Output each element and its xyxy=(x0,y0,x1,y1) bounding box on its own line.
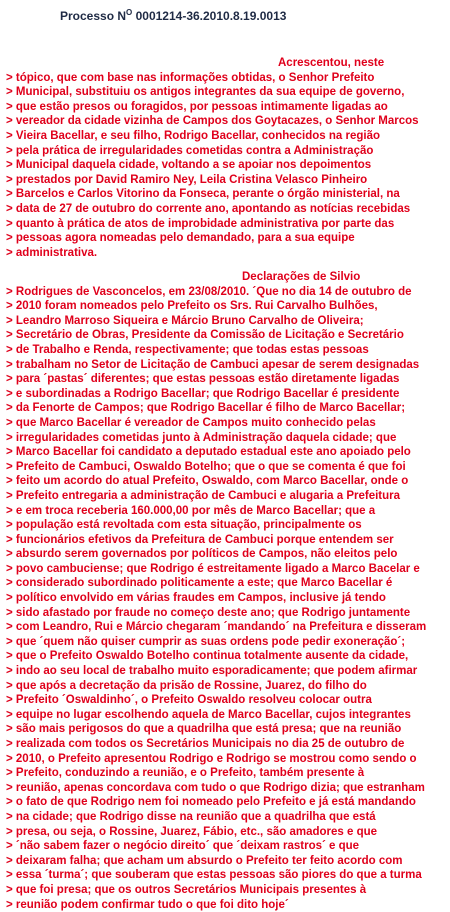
quoted-line: > e subordinadas a Rodrigo Bacellar; que Rodrigo Bacellar é presidente xyxy=(6,387,400,400)
quoted-line: > com Leandro, Rui e Márcio chegaram ´mandando´ na Prefeitura e disseram xyxy=(6,621,427,634)
quoted-line: > pessoas agora nomeadas pelo demandado, para a sua equipe xyxy=(6,232,355,245)
quoted-line: > considerado subordinado politicamente a este; que Marco Bacellar é xyxy=(6,577,393,590)
quoted-line: > feito um acordo do atual Prefeito, Oswaldo, com Marco Bacellar, onde o xyxy=(6,475,409,488)
quoted-line: > realizada com todos os Secretários Municipais no dia 25 de outubro de xyxy=(6,738,405,750)
quoted-line: > 2010 foram nomeados pelo Prefeito os Srs. Rui Carvalho Bulhões, xyxy=(6,300,378,313)
quoted-line: > na cidade; que Rodrigo disse na reunião que a quadrilha que está xyxy=(6,810,376,823)
quoted-line: > Secretário de Obras, Presidente da Comissão de Licitação e Secretário xyxy=(6,329,404,342)
quoted-line: > Prefeito entregaria a administração de Cambuci e alugaria a Prefeitura xyxy=(6,489,401,502)
quoted-line: > Prefeito, conduzindo a reunião, e o Prefeito, também presente à xyxy=(6,767,365,780)
quoted-line: > o fato de que Rodrigo nem foi nomeado pelo Prefeito e já está mandando xyxy=(6,796,416,809)
quoted-line: > vereador da cidade vizinha de Campos dos Goytacazes, o Senhor Marcos xyxy=(6,115,419,128)
quoted-line: > que foi presa; que os outros Secretários Municipais presentes à xyxy=(6,883,367,896)
quoted-line: > que o Prefeito Oswaldo Botelho continua totalmente ausente da cidade, xyxy=(6,650,409,663)
quoted-line: > trabalham no Setor de Licitação de Cambuci apesar de serem designadas xyxy=(6,358,420,371)
process-number: 0001214-36.2010.8.19.0013 xyxy=(135,9,287,23)
quoted-line: > povo cambuciense; que Rodrigo é estreitamente ligado a Marco Bacelar e xyxy=(6,562,420,575)
quoted-line: > e em troca receberia 160.000,00 por mês de Marco Bacellar; que a xyxy=(6,504,376,517)
quoted-line: > que Marco Bacellar é vereador de Campos muito conhecido pelas xyxy=(6,416,376,429)
quoted-line: > da Fenorte de Campos; que Rodrigo Bacellar é filho de Marco Bacellar; xyxy=(6,402,406,415)
process-number-header xyxy=(60,8,286,23)
quoted-line: > prestados por David Ramiro Ney, Leila Cristina Velasco Pinheiro xyxy=(6,173,368,186)
quoted-line: > são mais perigosos do que a quadrilha que está presa; que na reunião xyxy=(6,723,402,736)
quoted-line: > população está revoltada com esta situação, principalmente os xyxy=(6,519,362,532)
quoted-line: > Vieira Bacellar, e seu filho, Rodrigo Bacellar, conhecidos na região xyxy=(6,129,380,142)
quoted-line: > reunião podem confirmar tudo o que foi dito hoje´ xyxy=(6,898,289,911)
quoted-block-acrescentou xyxy=(6,56,446,260)
quoted-line: > indo ao seu local de trabalho muito esporadicamente; que podem afirmar xyxy=(6,665,418,678)
quoted-line: > Prefeito ´Oswaldinho´, o Prefeito Oswaldo resolveu colocar outra xyxy=(6,694,372,707)
quoted-line: > data de 27 de outubro do corrente ano, apontando as notícias recebidas xyxy=(6,202,411,215)
quoted-line: > Prefeito de Cambuci, Oswaldo Botelho; que o que se comenta é que foi xyxy=(6,460,406,473)
quoted-line: > pela prática de irregularidades cometidas contra a Administração xyxy=(6,144,374,157)
quoted-line: > funcionários efetivos da Prefeitura de Cambuci porque entendem ser xyxy=(6,533,394,546)
block-title: Declarações de Silvio xyxy=(242,271,361,283)
quoted-line: > político envolvido em várias fraudes em Campos, inclusive já tendo xyxy=(6,592,386,605)
quoted-line: > sido afastado por fraude no começo deste ano; que Rodrigo juntamente xyxy=(6,606,411,619)
quoted-line: > deixaram falha; que acham um absurdo o Prefeito ter feito acordo com xyxy=(6,854,403,867)
quoted-line: > equipe no lugar escolhendo aquela de Marco Bacellar, cujos integrantes xyxy=(6,708,411,721)
block-title: Acrescentou, neste xyxy=(278,57,385,69)
quoted-line: > para ´pastas´ diferentes; que estas pessoas estão diretamente ligadas xyxy=(6,373,400,386)
quoted-line: > Marco Bacellar foi candidato a deputado estadual este ano apoiado pelo xyxy=(6,446,411,459)
quoted-line: > irregularidades cometidas junto à Administração daquela cidade; que xyxy=(6,431,397,444)
quoted-line: > tópico, que com base nas informações obtidas, o Senhor Prefeito xyxy=(6,71,375,84)
quoted-line: > 2010, o Prefeito apresentou Rodrigo e Rodrigo se mostrou como sendo o xyxy=(6,752,417,765)
quoted-line: > quanto à prática de atos de improbidade administrativa por parte das xyxy=(6,217,395,230)
quoted-line: > Municipal, substituiu os antigos integrantes da sua equipe de governo, xyxy=(6,86,405,99)
quoted-line: > administrativa. xyxy=(6,246,98,259)
quoted-line: > presa, ou seja, o Rossine, Juarez, Fábio, etc., são amadores e que xyxy=(6,825,378,838)
quoted-line: > que estão presos ou foragidos, por pessoas intimamente ligadas ao xyxy=(6,100,388,113)
quoted-block-declaracoes xyxy=(6,270,446,912)
quoted-line: > Barcelos e Carlos Vitorino da Fonseca, perante o órgão ministerial, na xyxy=(6,188,400,201)
quoted-line: > ´não sabem fazer o negócio direito´ que ´deixam rastros´ e que xyxy=(6,840,360,853)
quoted-line: > absurdo serem governados por políticos de Campos, não eleitos pelo xyxy=(6,548,398,561)
quoted-line: > de Trabalho e Renda, respectivamente; que todas estas pessoas xyxy=(6,343,369,356)
quoted-line: > Municipal daquela cidade, voltando a se apoiar nos depoimentos xyxy=(6,159,372,172)
process-superscript: O xyxy=(126,8,133,17)
process-prefix: Processo N xyxy=(60,9,127,23)
quoted-line: > Rodrigues de Vasconcelos, em 23/08/2010. ´Que no dia 14 de outubro de xyxy=(6,285,412,298)
quoted-line: > que ´quem não quiser cumprir as suas ordens pode pedir exoneração´; xyxy=(6,635,406,648)
quoted-line: > que após a decretação da prisão de Rossine, Juarez, do filho do xyxy=(6,679,367,692)
quoted-line: > essa ´turma´; que souberam que estas pessoas são piores do que a turma xyxy=(6,869,422,882)
quoted-line: > Leandro Marroso Siqueira e Márcio Bruno Carvalho de Oliveira; xyxy=(6,314,364,327)
quoted-line: > reunião, apenas concordava com tudo o que Rodrigo dizia; que estranham xyxy=(6,781,425,794)
